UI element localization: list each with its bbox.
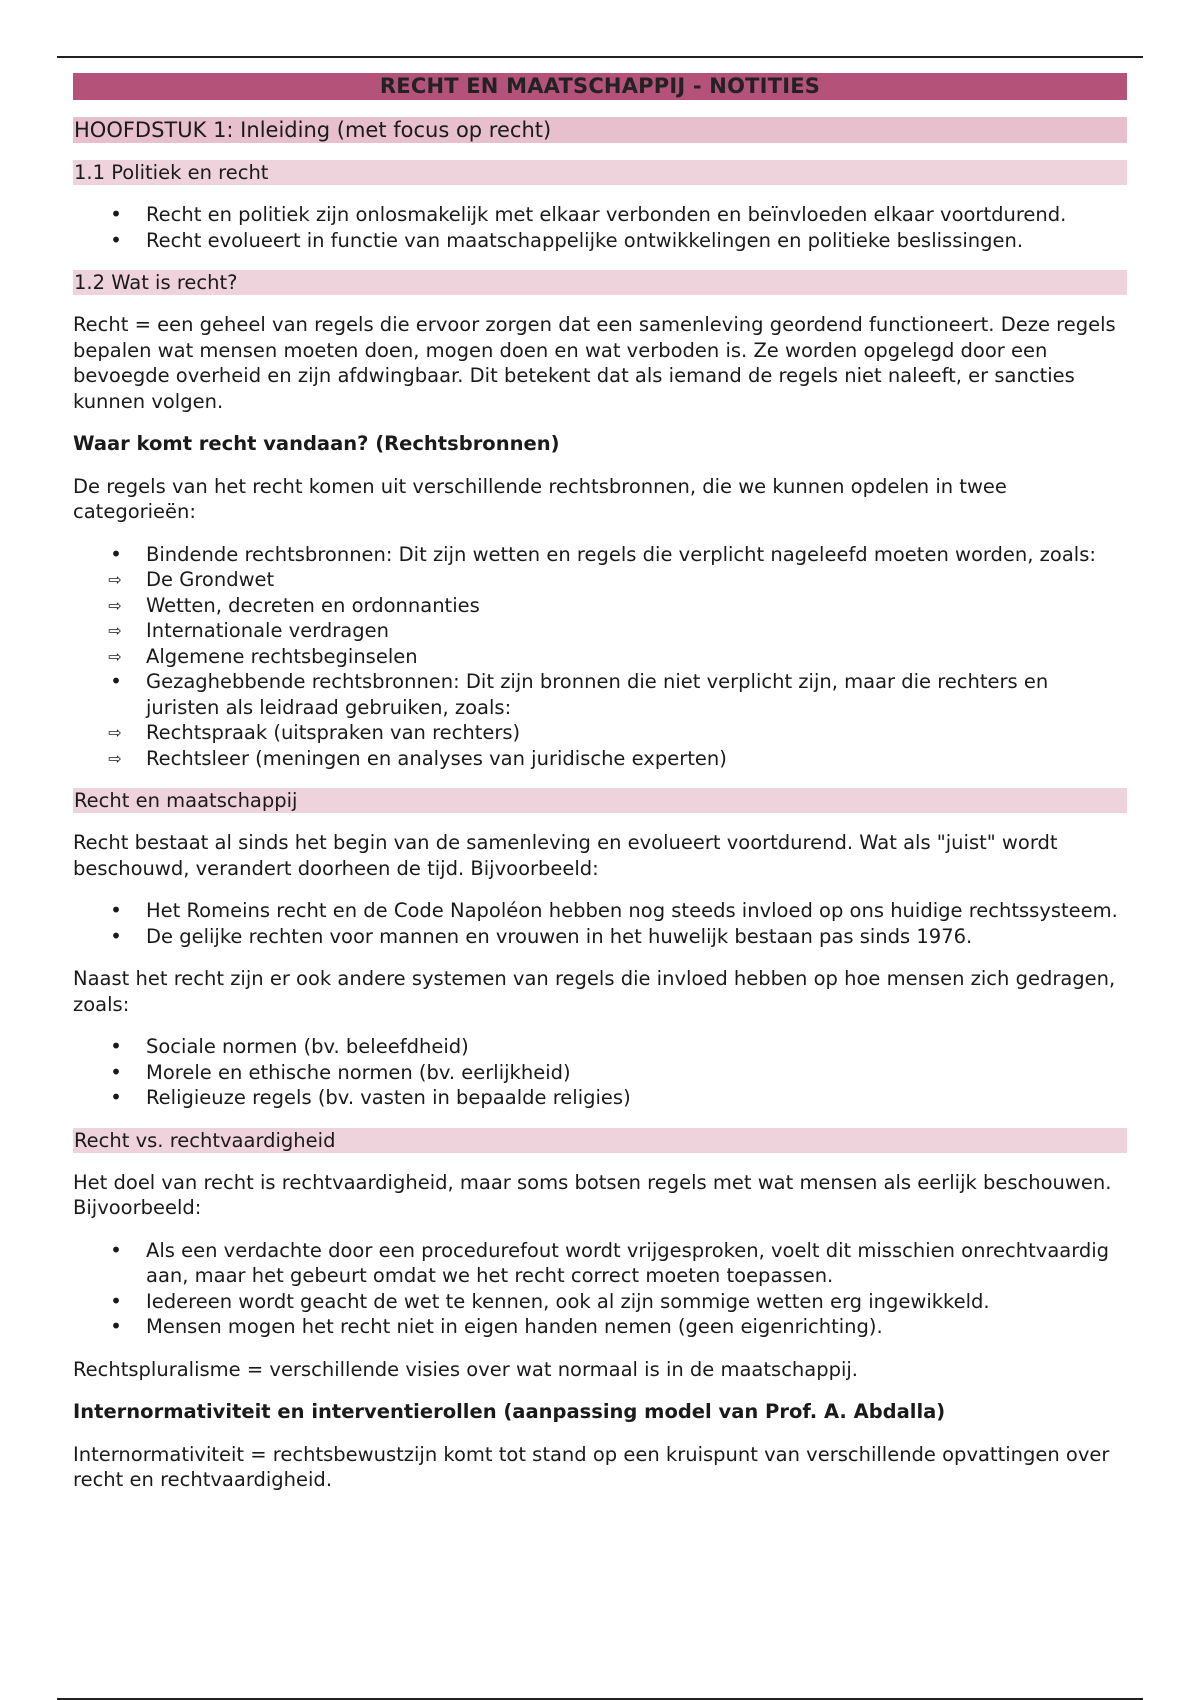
list-item: • Morele en ethische normen (bv. eerlijkheid) <box>73 1060 1127 1086</box>
pluralism-definition: Rechtspluralisme = verschillende visies over wat normaal is in de maatschappij. <box>73 1357 859 1381</box>
document-title: RECHT EN MAATSCHAPPIJ - NOTITIES <box>73 73 1127 100</box>
bullet-marker: • <box>110 1288 122 1313</box>
sources-heading: Waar komt recht vandaan? (Rechtsbronnen) <box>73 432 560 455</box>
list-item: • Als een verdachte door een procedurefout wordt vrijgesproken, voelt dit misschien onrechtvaardig aan, maar het gebeurt omdat we het recht correct moeten toepassen. <box>73 1238 1127 1289</box>
bottom-rule <box>57 1698 1143 1700</box>
other-systems-intro: Naast het recht zijn er ook andere systemen van regels die invloed hebben op hoe mensen zich gedragen, zoals: <box>73 967 1116 1016</box>
justice-intro: Het doel van recht is rechtvaardigheid, maar soms botsen regels met wat mensen als eerlijk beschouwen. Bijvoorbeeld: <box>73 1170 1112 1219</box>
list-item: • Iedereen wordt geacht de wet te kennen, ook al zijn sommige wetten erg ingewikkeld. <box>73 1289 1127 1315</box>
politics-list <box>73 202 1127 253</box>
other-systems-list <box>73 1034 1127 1111</box>
section-heading-justice: Recht vs. rechtvaardigheid <box>73 1128 1127 1153</box>
bullet-marker: • <box>110 1085 122 1109</box>
section-heading-1-2: 1.2 Wat is recht? <box>73 270 1127 295</box>
list-item: • Recht evolueert in functie van maatschappelijke ontwikkelingen en politieke beslissingen. <box>73 228 1127 254</box>
justice-examples <box>73 1238 1127 1340</box>
arrow-icon: ⇨ <box>108 748 122 768</box>
bullet-marker: • <box>110 1034 122 1058</box>
bullet-marker: • <box>110 1237 122 1262</box>
list-item: ⇨ Internationale verdragen <box>73 618 1127 644</box>
bullet-marker: • <box>110 898 122 922</box>
list-item: • Mensen mogen het recht niet in eigen handen nemen (geen eigenrichting). <box>73 1314 1127 1340</box>
bullet-marker: • <box>110 923 122 948</box>
list-item: ⇨ Algemene rechtsbeginselen <box>73 644 1127 670</box>
arrow-icon: ⇨ <box>108 595 122 615</box>
list-item: ⇨ Wetten, decreten en ordonnanties <box>73 593 1127 619</box>
list-item: • Het Romeins recht en de Code Napoléon hebben nog steeds invloed op ons huidige rechtssysteem. <box>73 898 1127 924</box>
list-item: ⇨ Rechtspraak (uitspraken van rechters) <box>73 720 1127 746</box>
bullet-marker: • <box>110 202 122 226</box>
bullet-marker: • <box>110 1314 122 1338</box>
list-item: ⇨ De Grondwet <box>73 567 1127 593</box>
bullet-marker: • <box>110 227 122 252</box>
list-item: • De gelijke rechten voor mannen en vrouwen in het huwelijk bestaan pas sinds 1976. <box>73 924 1127 950</box>
internormativity-heading: Internormativiteit en interventierollen (aanpassing model van Prof. A. Abdalla) <box>73 1400 946 1423</box>
list-item: • Bindende rechtsbronnen: Dit zijn wetten en regels die verplicht nageleefd moeten worden, zoals: <box>73 542 1127 568</box>
section-heading-1-1: 1.1 Politiek en recht <box>73 160 1127 185</box>
arrow-icon: ⇨ <box>108 723 122 742</box>
list-item: • Religieuze regels (bv. vasten in bepaalde religies) <box>73 1085 1127 1111</box>
list-item: • Recht en politiek zijn onlosmakelijk met elkaar verbonden en beïnvloeden elkaar voortdurend. <box>73 202 1127 228</box>
internormativity-definition: Internormativiteit = rechtsbewustzijn komt tot stand op een kruispunt van verschillende opvattingen over recht en rechtvaardigheid. <box>73 1442 1110 1491</box>
arrow-icon: ⇨ <box>108 621 122 640</box>
bullet-marker: • <box>110 541 122 566</box>
bullet-marker: • <box>110 1059 122 1084</box>
law-society-intro: Recht bestaat al sinds het begin van de samenleving en evolueert voortdurend. Wat als "juist" wordt beschouwd, verandert doorheen de tijd. Bijvoorbeeld: <box>73 831 1058 880</box>
law-society-examples <box>73 898 1127 949</box>
list-item: ⇨ Rechtsleer (meningen en analyses van juridische experten) <box>73 746 1127 772</box>
sources-intro: De regels van het recht komen uit verschillende rechtsbronnen, die we kunnen opdelen in twee categorieën: <box>73 474 1007 523</box>
sources-list <box>73 542 1127 772</box>
document-body <box>73 73 1127 1493</box>
section-heading-law-society: Recht en maatschappij <box>73 788 1127 813</box>
chapter-heading: HOOFDSTUK 1: Inleiding (met focus op recht) <box>73 117 1127 143</box>
top-rule <box>57 56 1143 58</box>
list-item: • Sociale normen (bv. beleefdheid) <box>73 1034 1127 1060</box>
law-definition: Recht = een geheel van regels die ervoor zorgen dat een samenleving geordend functioneert. Deze regels bepalen wat mensen moeten doen, mogen doen en wat verboden is. Ze worden opgelegd door een bevoegde overheid en zijn afdwingbaar. Dit betekent dat als iemand de regels niet naleeft, er sancties kunnen volgen. <box>73 313 1116 413</box>
bullet-marker: • <box>110 669 122 693</box>
list-item: • Gezaghebbende rechtsbronnen: Dit zijn bronnen die niet verplicht zijn, maar die rechters en juristen als leidraad gebruiken, zoals: <box>73 669 1127 720</box>
arrow-icon: ⇨ <box>108 570 122 589</box>
arrow-icon: ⇨ <box>108 646 122 666</box>
